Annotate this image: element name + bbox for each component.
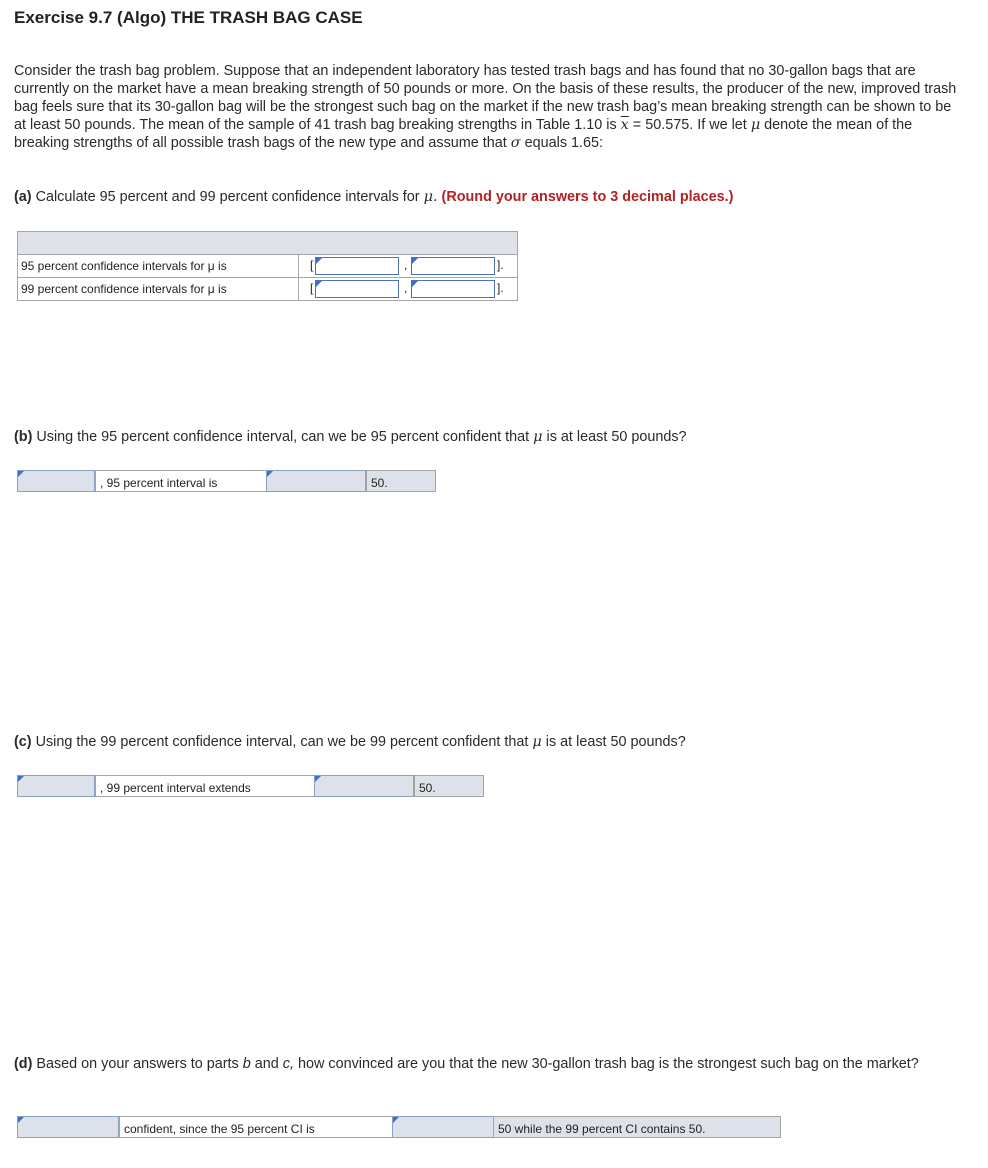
close-bracket: ]. [497,258,504,272]
table-header [18,232,517,255]
part-a-question: (a) Calculate 95 percent and 99 percent confidence intervals for μ. (Round your answers to 3 decimal places.) [14,189,734,205]
table-row [18,255,517,278]
mu-symbol: μ [750,117,761,133]
confidence-interval-table [17,231,518,301]
ci99-upper-input[interactable] [411,280,495,298]
part-b-answer-dropdown[interactable] [17,470,95,492]
part-c-answer-dropdown[interactable] [17,775,95,797]
part-b-comparison-dropdown[interactable] [266,470,366,492]
page-title: Exercise 9.7 (Algo) THE TRASH BAG CASE [14,8,363,27]
problem-statement: Consider the trash bag problem. Suppose that an independent laboratory has tested trash bags and has found that no 30-gallon bags that are currently on the market have a mean breaking strength of 50 pounds or more. On the basis of these results, the producer of the new, improved trash bag feels sure that its 30-gallon bag will be the strongest such bag on the market if the new trash bag’s mean breaking strength can be shown to be at least 50 pounds. The mean of the sample of 41 trash bag breaking strengths in Table 1.10 is $\overline{x} = 50.575$. If we let μ denote the mean of the breaking strengths of all possible trash bags of the new type and assume that σ equals 1.65: [14,63,957,151]
ci95-lower-input[interactable] [315,257,399,275]
comma: , [404,258,408,272]
ci95-upper-input[interactable] [411,257,495,275]
sigma-symbol: σ [510,135,521,151]
part-d-mid-text: confident, since the 95 percent CI is [119,1116,393,1138]
part-c-question: (c) Using the 99 percent confidence interval, can we be 99 percent confident that μ is at least 50 pounds? [14,734,686,750]
table-row [18,278,517,300]
ci99-label: 99 percent confidence intervals for μ is [21,282,227,296]
close-bracket: ]. [497,281,504,295]
part-b-question: (b) Using the 95 percent confidence interval, can we be 95 percent confident that μ is at least 50 pounds? [14,429,687,445]
comma: , [404,281,408,295]
part-d-comparison-dropdown[interactable] [392,1116,494,1138]
open-bracket: [ [310,258,314,272]
rounding-instruction: (Round your answers to 3 decimal places.) [441,189,734,205]
xbar-symbol: $\overline{x}$ [620,117,629,133]
part-b-end-text: 50. [366,470,436,492]
ci95-label: 95 percent confidence intervals for μ is [21,259,227,273]
part-c-end-text: 50. [414,775,484,797]
part-c-mid-text: , 99 percent interval extends [95,775,315,797]
part-b-mid-text: , 95 percent interval is [95,470,267,492]
open-bracket: [ [310,281,314,295]
part-d-answer-dropdown[interactable] [17,1116,119,1138]
part-d-end-text: 50 while the 99 percent CI contains 50. [493,1116,781,1138]
part-c-comparison-dropdown[interactable] [314,775,414,797]
part-d-question: (d) Based on your answers to parts b and c, how convinced are you that the new 30-gallon trash bag is the strongest such bag on the market? [14,1056,919,1072]
ci99-lower-input[interactable] [315,280,399,298]
